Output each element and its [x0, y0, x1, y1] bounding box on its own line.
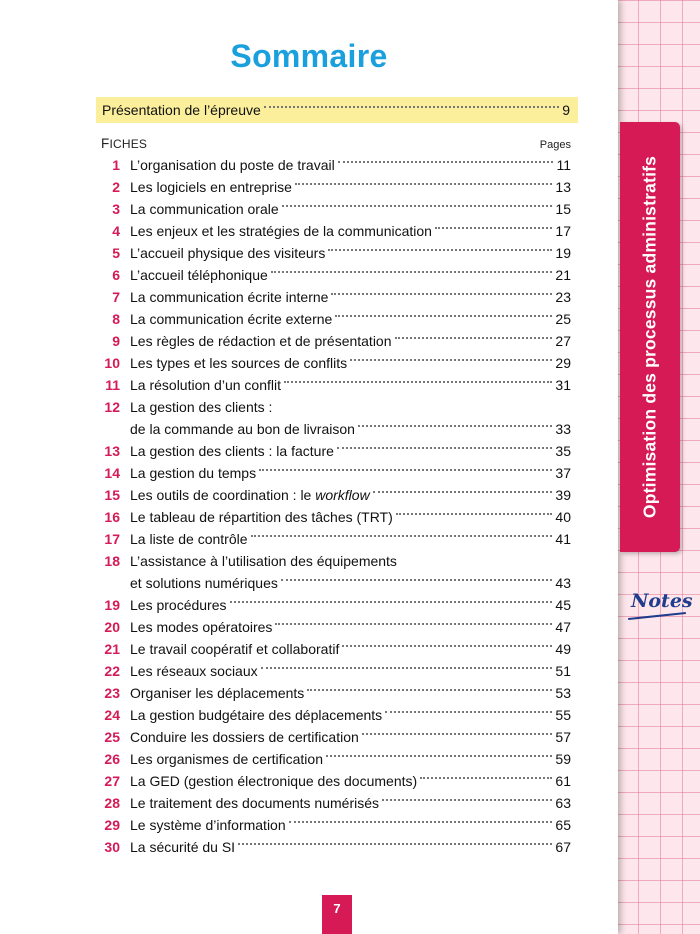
- entry-title: Organiser les déplacements: [130, 685, 305, 701]
- entry-number: 7: [112, 289, 120, 305]
- entry-number: 6: [112, 267, 120, 283]
- entry-page: 39: [555, 487, 571, 503]
- entry-title: Les outils de coordination : le workflow: [130, 487, 370, 503]
- entry-number: 30: [104, 839, 120, 855]
- entry-number: 13: [104, 443, 120, 459]
- entry-title: La sécurité du SI: [130, 839, 236, 855]
- entry-page: 55: [555, 707, 571, 723]
- entry-page: 65: [555, 817, 571, 833]
- toc-entry[interactable]: [96, 814, 571, 836]
- intro-label: Présentation de l’épreuve: [102, 102, 261, 118]
- toc-entry[interactable]: [96, 352, 571, 374]
- dot-leader: [238, 843, 552, 845]
- dot-leader: [395, 337, 553, 339]
- entry-title: La communication écrite interne: [130, 289, 329, 305]
- toc-entry[interactable]: [96, 308, 571, 330]
- entry-page: 40: [555, 509, 571, 525]
- entry-number: 17: [104, 531, 120, 547]
- toc-entry[interactable]: [96, 220, 571, 242]
- dot-leader: [435, 227, 552, 229]
- entry-page: 47: [555, 619, 571, 635]
- entry-title: La gestion des clients : la facture: [130, 443, 334, 459]
- intro-entry[interactable]: [96, 97, 578, 123]
- entry-title: La communication orale: [130, 201, 279, 217]
- pages-label: Pages: [539, 139, 571, 151]
- entry-number: 12: [104, 399, 120, 415]
- entry-title: Le travail coopératif et collaboratif: [130, 641, 340, 657]
- notes-label[interactable]: Notes: [631, 590, 693, 612]
- toc-entry-line[interactable]: [96, 396, 571, 418]
- entry-title: Les modes opératoires: [130, 619, 273, 635]
- section-tab-label: Optimisation des processus administratifs: [639, 155, 660, 519]
- toc-entry[interactable]: [96, 748, 571, 770]
- entry-title: L’organisation du poste de travail: [130, 157, 335, 173]
- toc-entry[interactable]: [96, 264, 571, 286]
- entry-page: 37: [555, 465, 571, 481]
- dot-leader: [338, 161, 554, 163]
- dot-leader: [335, 315, 552, 317]
- toc-entry[interactable]: [96, 506, 571, 528]
- entry-number: 14: [104, 465, 120, 481]
- entry-page: 45: [555, 597, 571, 613]
- dot-leader: [261, 667, 553, 669]
- entry-title-continued: et solutions numériques: [130, 575, 278, 591]
- dot-leader: [420, 777, 552, 779]
- entry-title: La gestion du temps: [130, 465, 257, 481]
- dot-leader: [358, 425, 553, 427]
- toc-entry[interactable]: [96, 836, 571, 858]
- dot-leader: [230, 601, 553, 603]
- entry-title: La gestion des clients :: [130, 399, 273, 415]
- entry-title: Les logiciels en entreprise: [130, 179, 292, 195]
- entry-number: 27: [104, 773, 120, 789]
- entry-number: 5: [112, 245, 120, 261]
- entry-page: 15: [555, 201, 571, 217]
- toc-entry[interactable]: [96, 682, 571, 704]
- toc-entry[interactable]: [96, 594, 571, 616]
- entry-title: La GED (gestion électronique des documents): [130, 773, 418, 789]
- entry-title: L’accueil physique des visiteurs: [130, 245, 326, 261]
- toc-entry[interactable]: [96, 374, 571, 396]
- toc-entry[interactable]: [96, 660, 571, 682]
- toc-header: [101, 136, 571, 151]
- dot-leader: [337, 447, 553, 449]
- entry-title: Les organismes de certification: [130, 751, 323, 767]
- entry-number: 4: [112, 223, 120, 239]
- dot-leader: [362, 733, 553, 735]
- toc-entry[interactable]: [96, 286, 571, 308]
- dot-leader: [307, 689, 552, 691]
- entry-title: Le système d’information: [130, 817, 286, 833]
- entry-page: 11: [556, 157, 571, 173]
- toc-entry[interactable]: [96, 528, 571, 550]
- entry-number: 23: [104, 685, 120, 701]
- dot-leader: [382, 799, 552, 801]
- toc-entry[interactable]: [96, 616, 571, 638]
- toc-entry[interactable]: [96, 330, 571, 352]
- entry-number: 9: [112, 333, 120, 349]
- dot-leader: [275, 623, 552, 625]
- entry-page: 31: [555, 377, 571, 393]
- entry-number: 3: [112, 201, 120, 217]
- dot-leader: [350, 359, 552, 361]
- entry-page: 43: [555, 575, 571, 591]
- entry-title: Le traitement des documents numérisés: [130, 795, 380, 811]
- entry-number: 25: [104, 729, 120, 745]
- entry-number: 24: [104, 707, 120, 723]
- toc-entry-line[interactable]: [96, 572, 571, 594]
- entry-title: Conduire les dossiers de certification: [130, 729, 359, 745]
- entry-page: 17: [555, 223, 571, 239]
- entry-title: La gestion budgétaire des déplacements: [130, 707, 383, 723]
- toc-entry[interactable]: [96, 770, 571, 792]
- entry-page: 51: [555, 663, 571, 679]
- entry-number: 16: [104, 509, 120, 525]
- page-number: 7: [322, 895, 352, 934]
- dot-leader: [396, 513, 553, 515]
- dot-leader: [284, 381, 552, 383]
- entry-page: 13: [555, 179, 571, 195]
- entry-title: La liste de contrôle: [130, 531, 248, 547]
- dot-leader: [271, 271, 553, 273]
- toc-entry[interactable]: [96, 462, 571, 484]
- entry-page: 41: [555, 531, 571, 547]
- entry-page: 33: [555, 421, 571, 437]
- entry-title: Les enjeux et les stratégies de la communication: [130, 223, 432, 239]
- entry-number: 1: [112, 157, 120, 173]
- entry-page: 23: [555, 289, 571, 305]
- entry-page: 21: [555, 267, 571, 283]
- toc-list: [96, 154, 571, 858]
- entry-number: 20: [104, 619, 120, 635]
- section-tab[interactable]: [620, 122, 680, 552]
- dot-leader: [385, 711, 552, 713]
- entry-page: 67: [555, 839, 571, 855]
- entry-page: 35: [555, 443, 571, 459]
- entry-page: 29: [555, 355, 571, 371]
- dot-leader: [328, 249, 552, 251]
- entry-page: 19: [555, 245, 571, 261]
- entry-page: 49: [555, 641, 571, 657]
- toc-entry[interactable]: [96, 440, 571, 462]
- dot-leader: [259, 469, 552, 471]
- toc-entry[interactable]: [96, 198, 571, 220]
- entry-number: 28: [104, 795, 120, 811]
- dot-leader: [373, 491, 553, 493]
- dot-leader: [289, 821, 553, 823]
- dot-leader: [282, 205, 553, 207]
- dot-leader: [342, 645, 552, 647]
- intro-page: 9: [562, 102, 570, 118]
- toc-entry[interactable]: [96, 638, 571, 660]
- entry-number: 29: [104, 817, 120, 833]
- entry-page: 27: [555, 333, 571, 349]
- entry-page: 25: [555, 311, 571, 327]
- toc-entry-line[interactable]: [96, 418, 571, 440]
- dot-leader: [326, 755, 552, 757]
- entry-title: La résolution d’un conflit: [130, 377, 281, 393]
- entry-number: 8: [112, 311, 120, 327]
- entry-page: 53: [555, 685, 571, 701]
- dot-leader: [281, 579, 553, 581]
- toc-entry[interactable]: [96, 726, 571, 748]
- toc-entry[interactable]: [96, 154, 571, 176]
- toc-entry[interactable]: [96, 242, 571, 264]
- dot-leader: [251, 535, 553, 537]
- entry-number: 2: [112, 179, 120, 195]
- fiches-label: FICHES: [101, 136, 148, 151]
- entry-title: L’accueil téléphonique: [130, 267, 268, 283]
- entry-page: 63: [555, 795, 571, 811]
- toc-entry[interactable]: [96, 704, 571, 726]
- entry-number: 18: [104, 553, 120, 569]
- entry-page: 59: [555, 751, 571, 767]
- entry-title: La communication écrite externe: [130, 311, 333, 327]
- toc-entry-line[interactable]: [96, 550, 571, 572]
- entry-title-continued: de la commande au bon de livraison: [130, 421, 355, 437]
- entry-number: 15: [104, 487, 120, 503]
- entry-title-italic: workflow: [315, 487, 370, 503]
- entry-number: 10: [104, 355, 120, 371]
- entry-number: 26: [104, 751, 120, 767]
- dot-leader: [264, 106, 559, 108]
- entry-title: Les types et les sources de conflits: [130, 355, 348, 371]
- entry-title: L’assistance à l’utilisation des équipements: [130, 553, 397, 569]
- entry-number: 19: [104, 597, 120, 613]
- toc-entry[interactable]: [96, 176, 571, 198]
- entry-title: Les règles de rédaction et de présentation: [130, 333, 392, 349]
- entry-title: Le tableau de répartition des tâches (TRT): [130, 509, 393, 525]
- entry-number: 11: [105, 377, 120, 393]
- entry-title: Les réseaux sociaux: [130, 663, 258, 679]
- toc-entry[interactable]: [96, 792, 571, 814]
- notes-underline: [628, 612, 686, 620]
- toc-entry[interactable]: [96, 484, 571, 506]
- entry-page: 57: [555, 729, 571, 745]
- dot-leader: [331, 293, 552, 295]
- entry-title: Les procédures: [130, 597, 227, 613]
- entry-number: 22: [104, 663, 120, 679]
- dot-leader: [295, 183, 553, 185]
- entry-page: 61: [555, 773, 571, 789]
- entry-number: 21: [104, 641, 120, 657]
- page-title: Sommaire: [230, 38, 388, 74]
